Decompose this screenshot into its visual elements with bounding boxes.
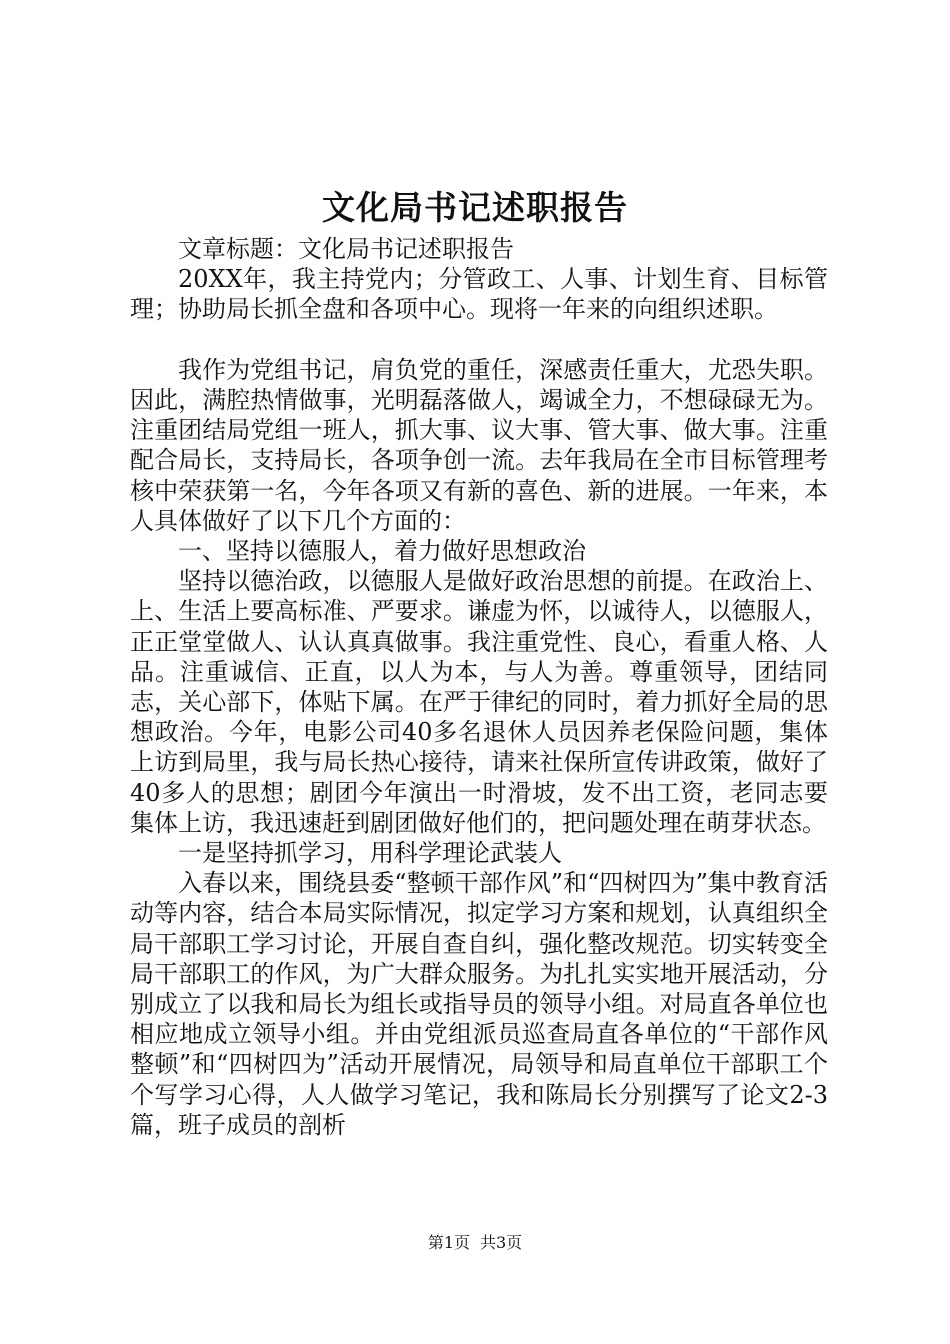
page-total: 共3页 (480, 1233, 523, 1252)
page-footer (0, 1232, 950, 1254)
paragraph-overview: 我作为党组书记，肩负党的重任，深感责任重大，尤恐失职。因此，满腔热情做事，光明磊落做人，竭诚全力，不想碌碌无为。注重团结局党组一班人，抓大事、议大事、管大事、做大事。注重配合局长，支持局长，各项争创一流。去年我局在全市目标管理考核中荣获第一名，今年各项又有新的喜色、新的进展。一年来，本人具体做好了以下几个方面的： (130, 355, 828, 535)
paragraph-subsection-1: 入春以来，围绕县委“整顿干部作风”和“四树四为”集中教育活动等内容，结合本局实际情况，拟定学习方案和规划，认真组织全局干部职工学习讨论，开展自查自纠，强化整改规范。切实转变全局干部职工的作风，为广大群众服务。为扎扎实实地开展活动，分别成立了以我和局长为组长或指导员的领导小组。对局直各单位也相应地成立领导小组。并由党组派员巡查局直各单位的“干部作风整顿”和“四树四为”活动开展情况，局领导和局直单位干部职工个个写学习心得，人人做学习笔记，我和陈局长分别撰写了论文2-3篇，班子成员的剖析 (130, 869, 828, 1139)
document-body (130, 234, 828, 1140)
subsection-heading-1: 一是坚持抓学习，用科学理论武装人 (178, 839, 562, 868)
paragraph-article-title: 文章标题：文化局书记述职报告 (178, 235, 514, 263)
section-heading-1: 一、坚持以德服人，着力做好思想政治 (178, 537, 586, 566)
paragraph-section-1: 坚持以德治政，以德服人是做好政治思想的前提。在政治上、上、生活上要高标准、严要求。谦虚为怀，以诚待人，以德服人，正正堂堂做人、认认真真做事。我注重党性、良心，看重人格、人品。注重诚信、正直，以人为本，与人为善。尊重领导，团结同志，关心部下，体贴下属。在严于律纪的同时，着力抓好全局的思想政治。今年，电影公司40多名退休人员因养老保险问题，集体上访到局里，我与局长热心接待，请来社保所宣传讲政策，做好了40多人的思想；剧团今年演出一时滑坡，发不出工资，老同志要集体上访，我迅速赶到剧团做好他们的，把问题处理在萌芽状态。 (130, 567, 828, 837)
paragraph-intro: 20XX年，我主持党内；分管政工、人事、计划生育、目标管理；协助局长抓全盘和各项中心。现将一年来的向组织述职。 (130, 265, 828, 324)
page-number: 第1页 (427, 1233, 470, 1252)
document-title: 文化局书记述职报告 (322, 188, 628, 227)
